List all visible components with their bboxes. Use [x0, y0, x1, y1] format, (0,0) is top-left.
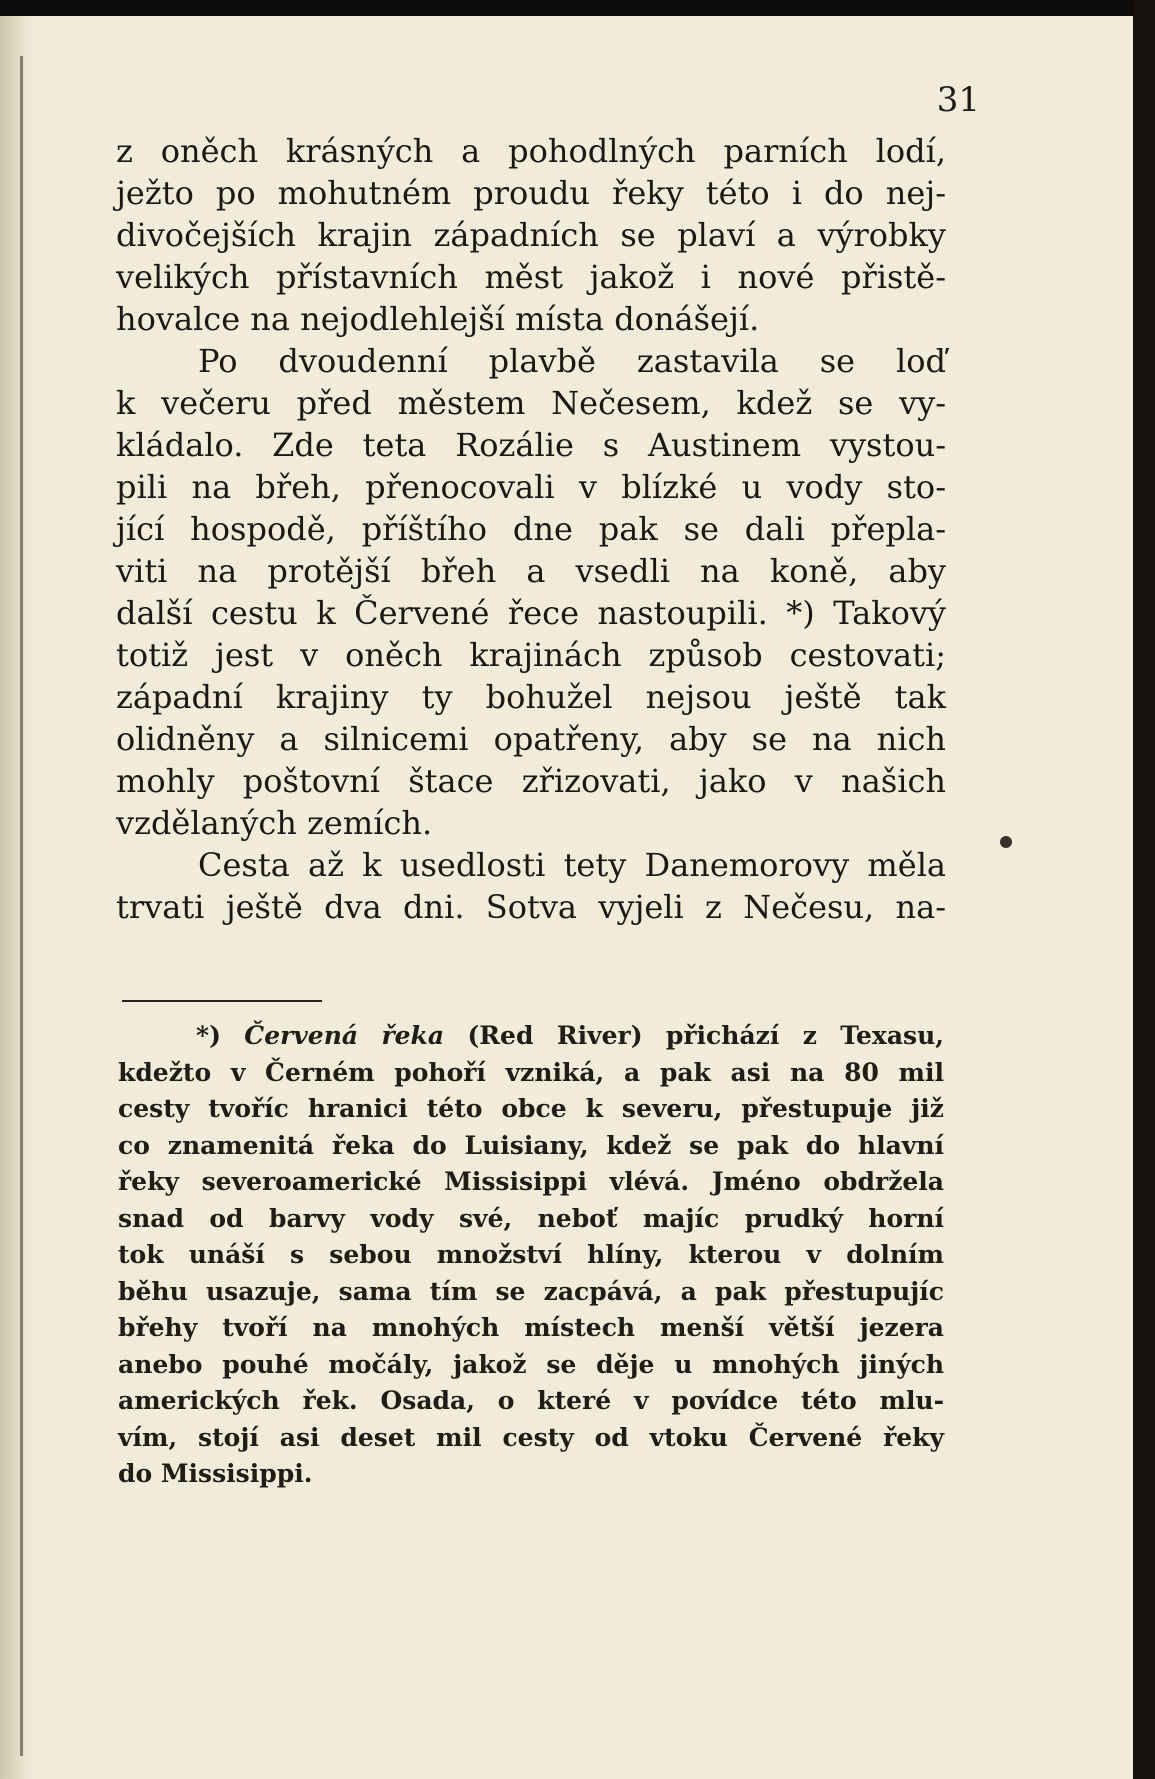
page-right-edge: [1133, 0, 1155, 1779]
footnote-line: běhu usazuje, sama tím se zacpává, a pak přestupujíc: [118, 1276, 944, 1306]
spine-line: [20, 56, 23, 1756]
body-line: Cesta až k usedlosti tety Danemorovy měla: [198, 846, 946, 884]
footnote: [118, 1018, 944, 1493]
body-text: [116, 130, 946, 928]
body-line: Po dvoudenní plavbě zastavila se loď: [198, 342, 946, 380]
footnote-line: kdežto v Černém pohoří vzniká, a pak asi na 80 mil: [118, 1057, 944, 1087]
body-line: totiž jest v oněch krajinách způsob cestovati;: [116, 636, 946, 674]
footnote-line: do Missisippi.: [118, 1459, 313, 1488]
ink-speck: [1000, 836, 1012, 848]
page-top-edge: [0, 0, 1155, 16]
body-line: olidněny a silnicemi opatřeny, aby se na nich: [116, 720, 946, 758]
footnote-line: řeky severoamerické Missisippi vlévá. Jméno obdržela: [118, 1167, 944, 1196]
body-line: hovalce na nejodlehlejší místa donášejí.: [116, 300, 760, 338]
body-line: pili na břeh, přenocovali v blízké u vody sto-: [116, 468, 946, 506]
footnote-marker: *): [196, 1021, 221, 1050]
footnote-line: cesty tvoříc hranici této obce k severu, přestupuje již: [118, 1094, 944, 1123]
body-line: jící hospodě, příštího dne pak se dali přepla-: [116, 510, 946, 548]
footnote-line: tok unáší s sebou množství hlíny, kterou v dolním: [118, 1240, 944, 1269]
body-line: trvati ještě dva dni. Sotva vyjeli z Nečesu, na-: [116, 888, 946, 926]
body-line: z oněch krásných a pohodlných parních lodí,: [116, 132, 946, 170]
body-line: další cestu k Červené řece nastoupili. *) Takový: [116, 594, 946, 632]
footnote-line: anebo pouhé močály, jakož se děje u mnohých jiných: [118, 1349, 944, 1379]
body-line: ježto po mohutném proudu řeky této i do nej-: [116, 174, 946, 212]
footnote-first-rest: (Red River) přichází z Texasu,: [467, 1021, 944, 1050]
body-line: kládalo. Zde teta Rozálie s Austinem vystou-: [116, 426, 946, 464]
book-spine-shadow: [0, 16, 34, 1779]
footnote-title: Červená řeka: [244, 1021, 445, 1050]
footnote-line: vím, stojí asi deset mil cesty od vtoku Červené řeky: [118, 1422, 944, 1452]
footnote-line: břehy tvoří na mnohých místech menší větší jezera: [118, 1313, 944, 1342]
footnote-first-line: [118, 1018, 944, 1055]
body-line: západní krajiny ty bohužel nejsou ještě tak: [116, 678, 946, 716]
body-line: vzdělaných zemích.: [116, 804, 433, 842]
body-line: viti na protější břeh a vsedli na koně, aby: [116, 552, 946, 590]
page-number: 31: [936, 80, 980, 120]
body-line: velikých přístavních měst jakož i nové přistě-: [116, 258, 946, 296]
body-line: mohly poštovní štace zřizovati, jako v našich: [116, 762, 946, 800]
footnote-line: snad od barvy vody své, neboť majíc prudký horní: [118, 1203, 944, 1233]
footnote-rule: [122, 1000, 322, 1002]
body-line: k večeru před městem Nečesem, kdež se vy-: [116, 384, 946, 422]
footnote-line: amerických řek. Osada, o které v povídce této mlu-: [118, 1386, 944, 1415]
footnote-line: co znamenitá řeka do Luisiany, kdež se pak do hlavní: [118, 1130, 944, 1160]
body-line: divočejších krajin západních se plaví a výrobky: [116, 216, 946, 254]
